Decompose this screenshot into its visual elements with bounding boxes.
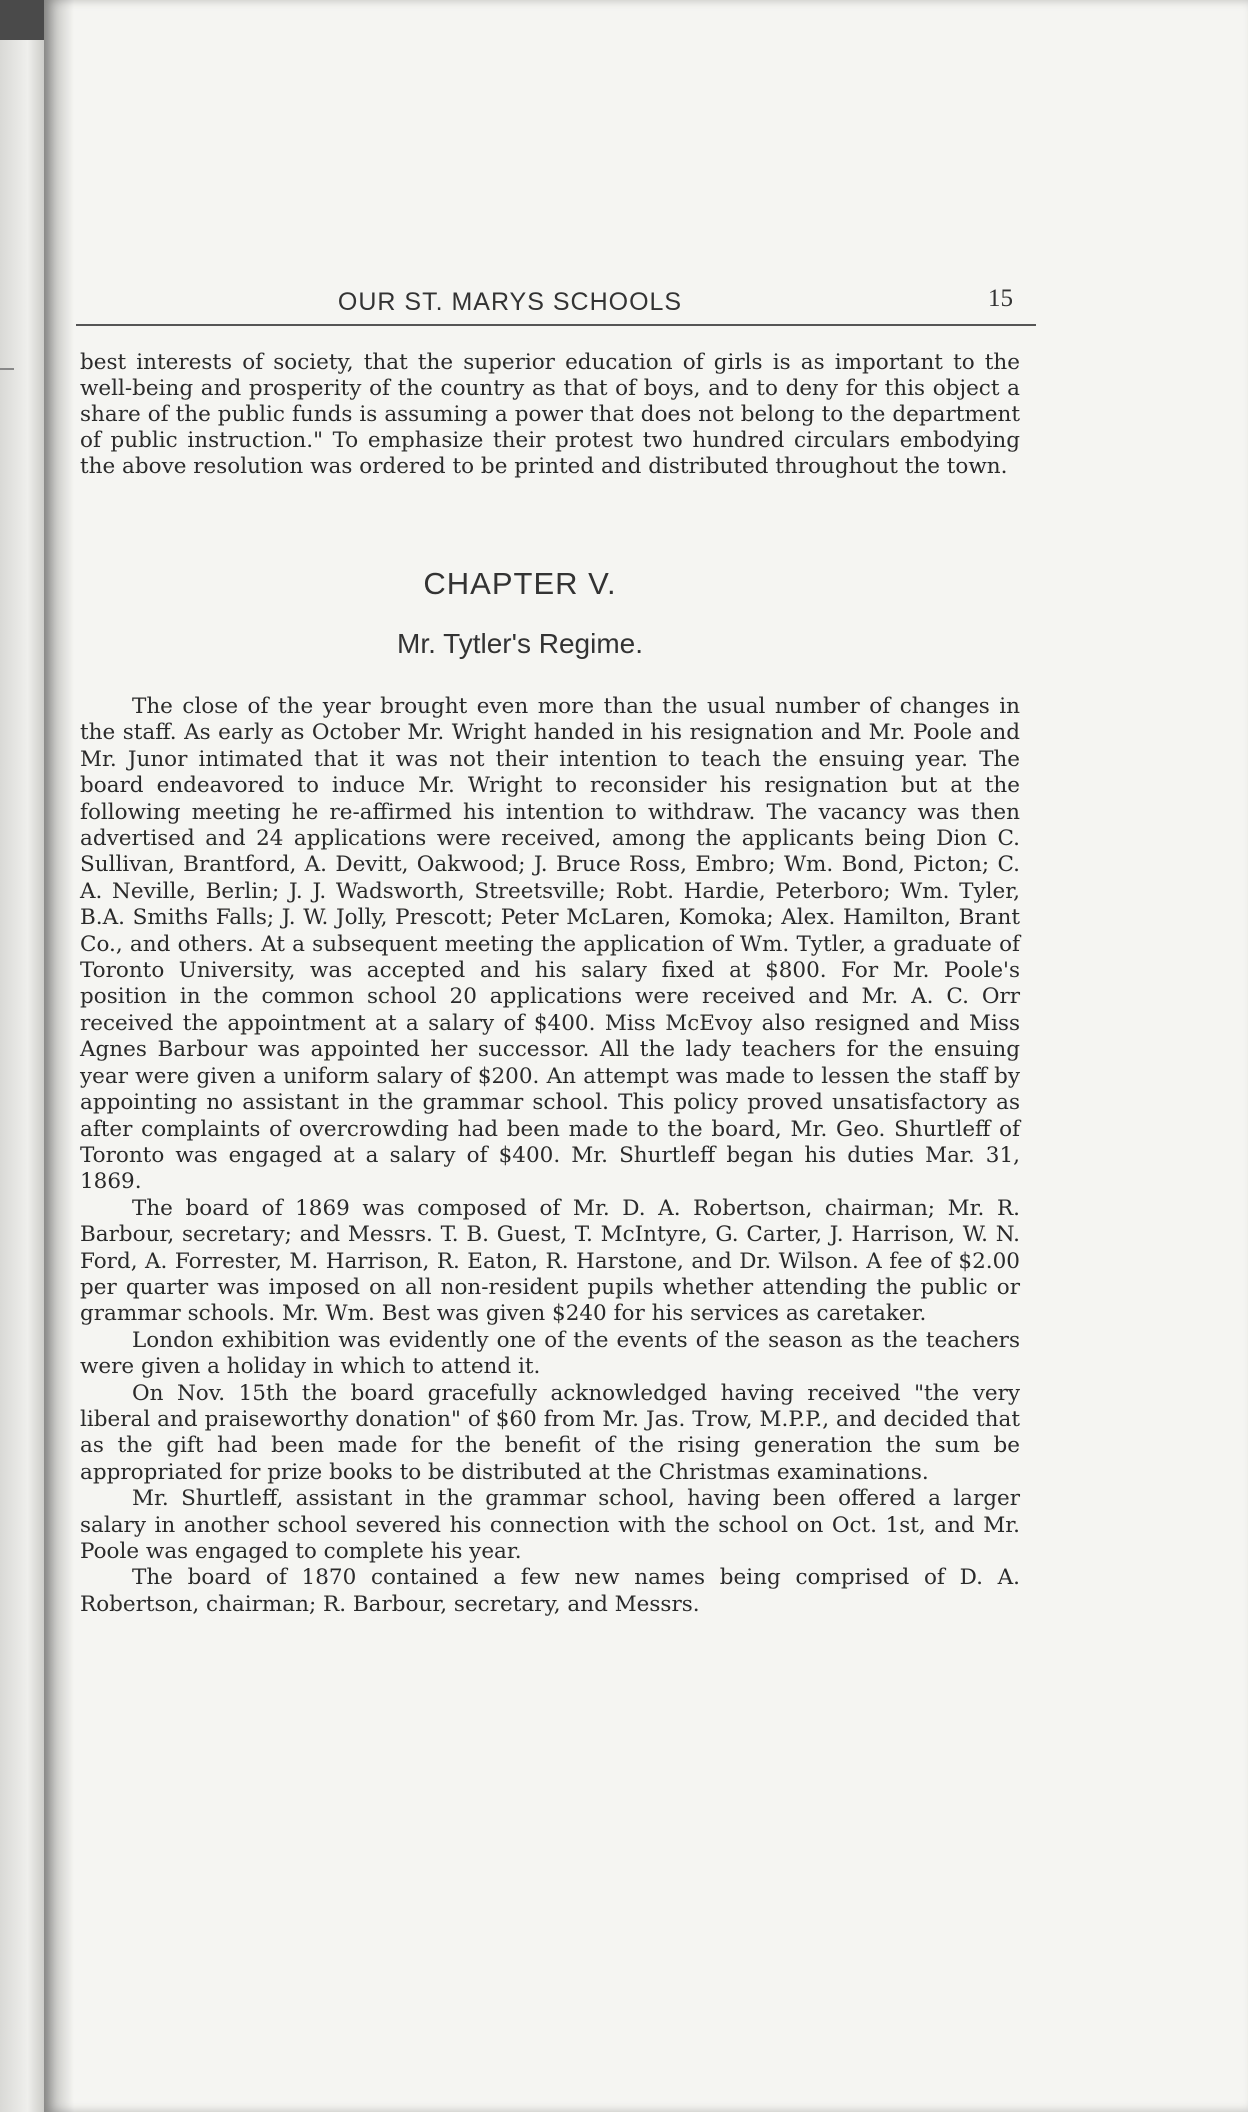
continued-paragraph	[80, 350, 1020, 480]
paragraph: On Nov. 15th the board gracefully acknowledged having received "the very liberal and praiseworthy donation" of $60 from Mr. Jas. Trow, M.P.P., and decided that as the gift had been made for the benefit of the rising generation the sum be appropriated for prize books to be distributed at the Christmas examinations.	[80, 1380, 1020, 1485]
chapter-subtitle: Mr. Tytler's Regime.	[397, 628, 643, 659]
gutter-shadow	[44, 0, 74, 2112]
chapter-body	[80, 694, 1020, 1618]
previous-page-mark	[0, 368, 14, 370]
paragraph: Mr. Shurtleff, assistant in the grammar school, having been offered a larger salary in another school severed his connection with the school on Oct. 1st, and Mr. Poole was engaged to complete his year.	[80, 1486, 1020, 1564]
page-number: 15	[988, 285, 1013, 312]
running-head: OUR ST. MARYS SCHOOLS	[337, 288, 683, 316]
header-rule	[76, 324, 1036, 326]
paragraph: London exhibition was evidently one of the events of the season as the teachers were given a holiday in which to attend it.	[80, 1327, 1020, 1380]
chapter-title: CHAPTER V.	[423, 566, 617, 601]
paragraph: The close of the year brought even more than the usual number of changes in the staff. As early as October Mr. Wright handed in his resignation and Mr. Poole and Mr. Junor intimated that it was not their intention to teach the ensuing year. The board endeavored to induce Mr. Wright to reconsider his resignation but at the following meeting he re-affirmed his intention to withdraw. The vacancy was then advertised and 24 applications were received, among the applicants being Dion C. Sullivan, Brantford, A. Devitt, Oakwood; J. Bruce Ross, Embro; Wm. Bond, Picton; C. A. Neville, Berlin; J. J. Wadsworth, Streetsville; Robt. Hardie, Peterboro; Wm. Tyler, B.A. Smiths Falls; J. W. Jolly, Prescott; Peter McLaren, Komoka; Alex. Hamilton, Brant Co., and others. At a subsequent meeting the application of Wm. Tytler, a graduate of Toronto University, was accepted and his salary fixed at $800. For Mr. Poole's position in the common school 20 applications were received and Mr. A. C. Orr received the appointment at a salary of $400. Miss McEvoy also resigned and Miss Agnes Barbour was appointed her successor. All the lady teachers for the ensuing year were given a uniform salary of $200. An attempt was made to lessen the staff by appointing no assistant in the grammar school. This policy proved unsatisfactory as after complaints of overcrowding had been made to the board, Mr. Geo. Shurtleff of Toronto was engaged at a salary of $400. Mr. Shurtleff began his duties Mar. 31, 1869.	[80, 694, 1020, 1195]
paragraph: best interests of society, that the superior education of girls is as important to the well-being and prosperity of the country as that of boys, and to deny for this object a share of the public funds is assuming a power that does not belong to the department of public instruction." To emphasize their protest two hundred circulars embodying the above resolution was ordered to be printed and distributed throughout the town.	[80, 350, 1020, 479]
paragraph: The board of 1869 was composed of Mr. D. A. Robertson, chairman; Mr. R. Barbour, secretary; and Messrs. T. B. Guest, T. McIntyre, G. Carter, J. Harrison, W. N. Ford, A. Forrester, M. Harrison, R. Eaton, R. Harstone, and Dr. Wilson. A fee of $2.00 per quarter was imposed on all non-resident pupils whether attending the public or grammar schools. Mr. Wm. Best was given $240 for his services as caretaker.	[80, 1195, 1020, 1327]
previous-page-edge	[0, 40, 46, 2112]
paragraph: The board of 1870 contained a few new names being comprised of D. A. Robertson, chairman; R. Barbour, secretary, and Messrs.	[80, 1565, 1020, 1617]
